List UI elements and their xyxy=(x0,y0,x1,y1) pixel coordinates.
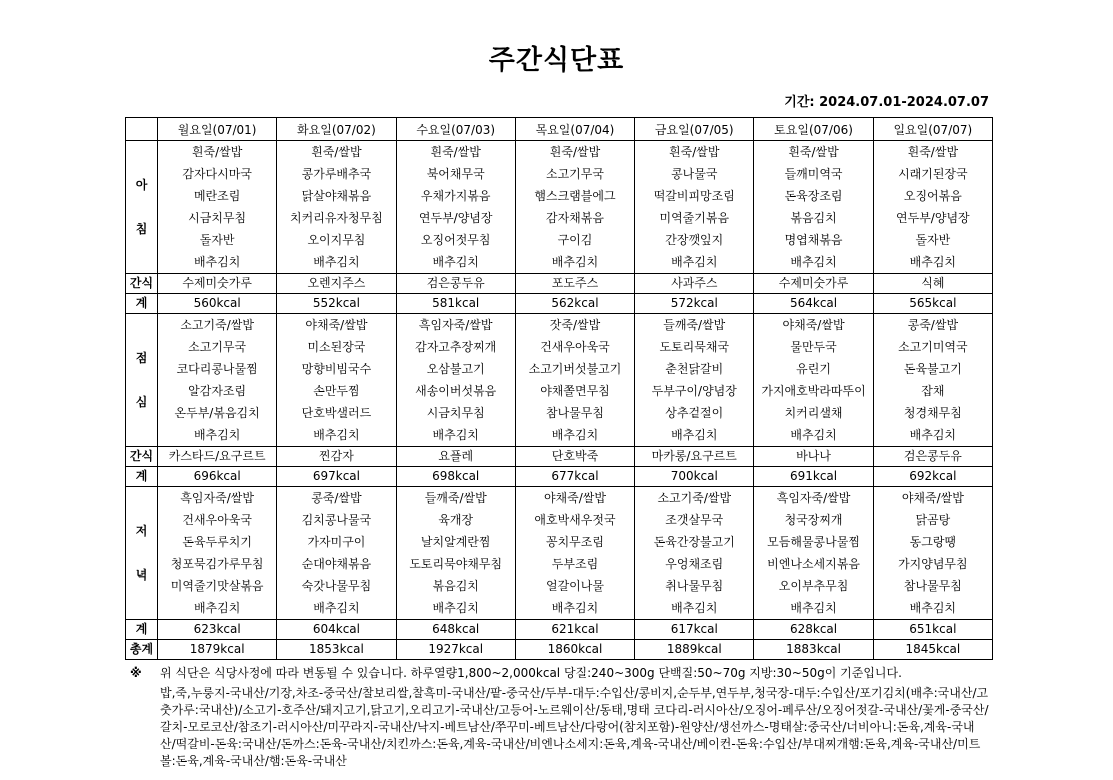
menu-item: 우엉채조림 xyxy=(665,557,724,571)
menu-item: 알감자조림 xyxy=(188,384,247,398)
menu-item: 치커리유자청무침 xyxy=(290,211,383,225)
menu-item: 야채죽/쌀밥 xyxy=(901,491,964,505)
menu-item: 배추김치 xyxy=(193,601,241,615)
menu-item: 볶음김치 xyxy=(432,579,479,593)
menu-item: 잡채 xyxy=(921,384,945,398)
menu-item: 코다리콩나물찜 xyxy=(176,362,258,376)
menu-item: 배추김치 xyxy=(551,601,599,615)
snack-item: 검은콩두유 xyxy=(396,274,515,294)
menu-item: 콩나물국 xyxy=(671,167,718,181)
snack-item: 수제미숫가루 xyxy=(754,274,873,294)
menu-item: 돈육장조림 xyxy=(784,189,843,203)
breakfast-menu-cell xyxy=(873,141,992,274)
menu-item: 배추김치 xyxy=(193,255,241,269)
page-title: 주간식단표 xyxy=(488,45,625,76)
menu-item: 들깨죽/쌀밥 xyxy=(424,491,487,505)
breakfast-menu-cell xyxy=(635,141,754,274)
snack-item: 바나나 xyxy=(754,447,873,467)
menu-item: 날치알계란찜 xyxy=(420,535,491,549)
menu-item: 들깨미역국 xyxy=(784,167,843,181)
origin-note: 밥,죽,누룽지-국내산/기장,차조-중국산/찰보리쌀,찰흑미-국내산/팥-중국산/두부-대두:수입산/콩비지,순두부,연두부,청국장-대두:수입산/포기김치(배추:국내산/고춧가루:국내산)/소고기-호주산/돼지고기,닭고기,오리고기-국내산/고등어-노르웨이산/동태,명태 코다리-러시아산/오징어-페루산/오징어젓갈-국내산/꽃게-중국산/갈치-모로코산/참조기-러시아산/미꾸라지-국내산/낙지-베트남산/쭈꾸미-베트남산/다랑어(참치포함)-원양산/생선까스-명태살:중국산/너비아니:돈육,계육-국내산/떡갈비-돈육:국내산/돈까스:돈육-국내산/치킨까스:돈육,계육-국내산/비엔나소세지:돈육,계육-국내산/베이컨-돈육:수입산/부대찌개햄:돈육,계육-국내산/미트볼:돈육,계육-국내산/햄:돈육-국내산 xyxy=(160,686,989,768)
menu-item: 동그랑땡 xyxy=(909,535,957,549)
menu-item: 배추김치 xyxy=(432,255,479,269)
lunch-items-row xyxy=(126,314,993,447)
breakfast-snack-row xyxy=(126,274,993,294)
kcal-value: 651kcal xyxy=(873,620,992,640)
weekly-menu-table xyxy=(125,117,993,660)
dinner-kcal-row xyxy=(126,620,993,640)
menu-item: 망향비빔국수 xyxy=(301,362,372,376)
kcal-value: 572kcal xyxy=(635,294,754,314)
menu-item: 배추김치 xyxy=(790,255,837,269)
menu-item: 닭곰탕 xyxy=(915,513,951,527)
menu-item: 배추김치 xyxy=(313,428,360,442)
menu-item: 오징어젓무침 xyxy=(420,233,491,247)
menu-item: 치커리샐채 xyxy=(784,406,843,420)
menu-item: 배추김치 xyxy=(671,255,718,269)
menu-item: 북어채무국 xyxy=(426,167,485,181)
menu-item: 도토리묵야채무침 xyxy=(409,557,503,571)
menu-item: 가지애호박라따뚜이 xyxy=(761,384,866,398)
menu-item: 흰죽/쌀밥 xyxy=(549,145,601,159)
menu-item: 애호박새우젓국 xyxy=(534,513,616,527)
breakfast-menu-cell xyxy=(158,141,277,274)
menu-item: 돌자반 xyxy=(199,233,235,247)
menu-item: 간장깻잎지 xyxy=(665,233,724,247)
kcal-value: 697kcal xyxy=(277,467,396,487)
grand-total-value: 1889kcal xyxy=(635,640,754,660)
menu-item: 비엔나소세지볶음 xyxy=(767,557,860,571)
menu-item: 춘천닭갈비 xyxy=(665,362,724,376)
day-header: 수요일(07/03) xyxy=(396,118,515,141)
menu-item: 떡갈비피망조림 xyxy=(653,189,735,203)
breakfast-menu-cell xyxy=(277,141,396,274)
snack-item: 마카롱/요구르트 xyxy=(635,447,754,467)
menu-item: 배추김치 xyxy=(551,428,599,442)
grand-total-value: 1860kcal xyxy=(515,640,634,660)
menu-item: 볶음김치 xyxy=(790,211,837,225)
lunch-snack-row xyxy=(126,447,993,467)
note-mark: ※ xyxy=(130,666,142,680)
menu-item: 단호박샐러드 xyxy=(301,406,372,420)
dinner-total-label: 계 xyxy=(126,620,158,640)
dinner-items-row xyxy=(126,487,993,620)
kcal-value: 677kcal xyxy=(515,467,634,487)
menu-item: 두부조림 xyxy=(551,557,599,571)
kcal-value: 560kcal xyxy=(158,294,277,314)
menu-item: 오징어볶음 xyxy=(903,189,962,203)
menu-item: 우채가지볶음 xyxy=(420,189,491,203)
menu-item: 청포묵김가루무침 xyxy=(170,557,264,571)
grand-total-value: 1879kcal xyxy=(158,640,277,660)
menu-item: 상추겉절이 xyxy=(665,406,724,420)
menu-item: 구이김 xyxy=(557,233,593,247)
menu-item: 조갯살무국 xyxy=(665,513,724,527)
grand-total-value: 1853kcal xyxy=(277,640,396,660)
menu-item: 배추김치 xyxy=(790,428,837,442)
menu-item: 배추김치 xyxy=(313,601,360,615)
kcal-value: 692kcal xyxy=(873,467,992,487)
menu-item: 꽁치무조림 xyxy=(546,535,604,549)
menu-item: 미역줄기볶음 xyxy=(659,211,730,225)
menu-item: 소고기죽/쌀밥 xyxy=(657,491,732,505)
day-header: 금요일(07/05) xyxy=(635,118,754,141)
lunch-kcal-row xyxy=(126,467,993,487)
menu-item: 닭살야채볶음 xyxy=(301,189,372,203)
menu-item: 소고기무국 xyxy=(546,167,604,181)
menu-item: 돈육간장불고기 xyxy=(653,535,735,549)
kcal-value: 552kcal xyxy=(277,294,396,314)
menu-item: 모듬해물콩나물찜 xyxy=(767,535,860,549)
dinner-menu-cell xyxy=(158,487,277,620)
breakfast-label xyxy=(126,141,158,274)
kcal-value: 700kcal xyxy=(635,467,754,487)
lunch-menu-cell xyxy=(277,314,396,447)
menu-item: 콩죽/쌀밥 xyxy=(907,318,959,332)
dinner-label-char: 녁 xyxy=(135,568,148,582)
breakfast-label-char: 침 xyxy=(135,222,148,236)
menu-item: 손만두찜 xyxy=(313,384,360,398)
snack-item: 식혜 xyxy=(873,274,992,294)
lunch-menu-cell xyxy=(158,314,277,447)
menu-item: 오이지무침 xyxy=(307,233,366,247)
menu-item: 야채쫄면무침 xyxy=(540,384,610,398)
corner-cell xyxy=(126,118,158,141)
grand-total-value: 1845kcal xyxy=(873,640,992,660)
menu-item: 흑임자죽/쌀밥 xyxy=(418,318,493,332)
menu-item: 흑임자죽/쌀밥 xyxy=(776,491,851,505)
menu-item: 콩가루배추국 xyxy=(301,167,372,181)
menu-item: 배추김치 xyxy=(551,255,599,269)
day-header: 월요일(07/01) xyxy=(158,118,277,141)
menu-item: 김치콩나물국 xyxy=(301,513,372,527)
menu-item: 건새우아욱국 xyxy=(182,513,252,527)
menu-item: 흰죽/쌀밥 xyxy=(311,145,362,159)
snack-item: 검은콩두유 xyxy=(873,447,992,467)
menu-item: 도토리묵채국 xyxy=(659,340,730,354)
day-header: 토요일(07/06) xyxy=(754,118,873,141)
menu-item: 배추김치 xyxy=(193,428,241,442)
breakfast-kcal-row xyxy=(126,294,993,314)
snack-item: 오렌지주스 xyxy=(277,274,396,294)
lunch-menu-cell xyxy=(873,314,992,447)
menu-item: 연두부/양념장 xyxy=(896,211,970,225)
grand-total-row xyxy=(126,640,993,660)
nutrition-note: 위 식단은 식당사정에 따라 변동될 수 있습니다. 하루열량1,800~2,000kcal 당질:240~300g 단백질:50~70g 지방:30~50g이 기준입니다. xyxy=(160,666,902,680)
dinner-menu-cell xyxy=(754,487,873,620)
menu-item: 돈육두루치기 xyxy=(182,535,252,549)
kcal-value: 621kcal xyxy=(515,620,634,640)
menu-item: 야채죽/쌀밥 xyxy=(782,318,845,332)
menu-period: 기간: 2024.07.01-2024.07.07 xyxy=(784,95,989,110)
menu-item: 시래기된장국 xyxy=(898,167,968,181)
snack-item: 단호박죽 xyxy=(515,447,634,467)
menu-item: 가자미구이 xyxy=(307,535,366,549)
breakfast-menu-cell xyxy=(396,141,515,274)
menu-item: 흰죽/쌀밥 xyxy=(669,145,720,159)
menu-item: 오삼불고기 xyxy=(426,362,485,376)
menu-item: 청국장찌개 xyxy=(784,513,843,527)
snack-item: 카스타드/요구르트 xyxy=(158,447,277,467)
day-header: 목요일(07/04) xyxy=(515,118,634,141)
menu-item: 콩죽/쌀밥 xyxy=(311,491,362,505)
menu-item: 유린기 xyxy=(796,362,831,376)
menu-item: 감자다시마국 xyxy=(182,167,252,181)
kcal-value: 581kcal xyxy=(396,294,515,314)
menu-item: 메란조림 xyxy=(193,189,241,203)
menu-item: 흰죽/쌀밥 xyxy=(788,145,839,159)
menu-item: 흑임자죽/쌀밥 xyxy=(180,491,254,505)
menu-item: 감자채볶음 xyxy=(546,211,604,225)
menu-item: 육개장 xyxy=(438,513,474,527)
lunch-menu-cell xyxy=(515,314,634,447)
lunch-label-char: 점 xyxy=(135,351,148,365)
menu-item: 잣죽/쌀밥 xyxy=(549,318,601,332)
lunch-menu-cell xyxy=(396,314,515,447)
day-header: 화요일(07/02) xyxy=(277,118,396,141)
menu-item: 시금치무침 xyxy=(188,211,247,225)
day-header-row xyxy=(126,118,993,141)
dinner-menu-cell xyxy=(396,487,515,620)
grand-total-label: 총계 xyxy=(126,640,158,660)
menu-item: 배추김치 xyxy=(313,255,360,269)
grand-total-value: 1883kcal xyxy=(754,640,873,660)
breakfast-label-char: 아 xyxy=(135,178,148,192)
menu-item: 야채죽/쌀밥 xyxy=(543,491,606,505)
breakfast-total-label: 계 xyxy=(126,294,158,314)
kcal-value: 691kcal xyxy=(754,467,873,487)
menu-item: 햄스크램블에그 xyxy=(534,189,616,203)
menu-item: 흰죽/쌀밥 xyxy=(430,145,481,159)
kcal-value: 564kcal xyxy=(754,294,873,314)
menu-item: 온두부/볶음김치 xyxy=(174,406,260,420)
menu-item: 명엽채볶음 xyxy=(784,233,843,247)
menu-item: 배추김치 xyxy=(909,255,957,269)
menu-item: 감자고추장찌개 xyxy=(415,340,497,354)
menu-item: 배추김치 xyxy=(671,601,718,615)
menu-item: 배추김치 xyxy=(909,601,957,615)
menu-item: 배추김치 xyxy=(671,428,718,442)
kcal-value: 617kcal xyxy=(635,620,754,640)
menu-item: 오이부추무침 xyxy=(778,579,849,593)
lunch-label xyxy=(126,314,158,447)
menu-item: 소고기버섯불고기 xyxy=(528,362,622,376)
breakfast-menu-cell xyxy=(754,141,873,274)
dinner-label-char: 저 xyxy=(135,524,148,538)
menu-item: 소고기죽/쌀밥 xyxy=(180,318,254,332)
menu-item: 흰죽/쌀밥 xyxy=(191,145,243,159)
snack-item: 수제미숫가루 xyxy=(158,274,277,294)
menu-item: 연두부/양념장 xyxy=(418,211,493,225)
menu-item: 두부구이/양념장 xyxy=(651,384,737,398)
menu-item: 야채죽/쌀밥 xyxy=(305,318,368,332)
lunch-menu-cell xyxy=(754,314,873,447)
menu-item: 소고기무국 xyxy=(188,340,247,354)
menu-item: 건새우아욱국 xyxy=(540,340,610,354)
day-header: 일요일(07/07) xyxy=(873,118,992,141)
menu-item: 돈육불고기 xyxy=(903,362,962,376)
dinner-label xyxy=(126,487,158,620)
menu-item: 미소된장국 xyxy=(307,340,366,354)
menu-item: 배추김치 xyxy=(909,428,957,442)
snack-item: 찐감자 xyxy=(277,447,396,467)
dinner-menu-cell xyxy=(277,487,396,620)
menu-notes xyxy=(130,662,990,770)
kcal-value: 623kcal xyxy=(158,620,277,640)
grand-total-value: 1927kcal xyxy=(396,640,515,660)
breakfast-menu-cell xyxy=(515,141,634,274)
lunch-snack-label: 간식 xyxy=(126,447,158,467)
dinner-menu-cell xyxy=(635,487,754,620)
kcal-value: 562kcal xyxy=(515,294,634,314)
menu-item: 청경채무침 xyxy=(903,406,962,420)
menu-item: 순대야채볶음 xyxy=(301,557,372,571)
menu-item: 가지양념무침 xyxy=(898,557,968,571)
dinner-menu-cell xyxy=(515,487,634,620)
menu-item: 흰죽/쌀밥 xyxy=(907,145,959,159)
menu-item: 참나물무침 xyxy=(546,406,604,420)
menu-item: 배추김치 xyxy=(432,428,479,442)
menu-item: 새송이버섯볶음 xyxy=(415,384,497,398)
kcal-value: 628kcal xyxy=(754,620,873,640)
menu-item: 시금치무침 xyxy=(426,406,485,420)
kcal-value: 604kcal xyxy=(277,620,396,640)
kcal-value: 698kcal xyxy=(396,467,515,487)
menu-item: 물만두국 xyxy=(790,340,837,354)
dinner-menu-cell xyxy=(873,487,992,620)
snack-item: 사과주스 xyxy=(635,274,754,294)
menu-item: 돌자반 xyxy=(915,233,951,247)
lunch-label-char: 심 xyxy=(135,395,148,409)
menu-item: 취나물무침 xyxy=(665,579,724,593)
snack-item: 요플레 xyxy=(396,447,515,467)
menu-item: 참나물무침 xyxy=(903,579,962,593)
menu-item: 배추김치 xyxy=(432,601,479,615)
menu-item: 얼갈이나물 xyxy=(546,579,604,593)
menu-item: 들깨죽/쌀밥 xyxy=(663,318,726,332)
kcal-value: 696kcal xyxy=(158,467,277,487)
breakfast-items-row xyxy=(126,141,993,274)
kcal-value: 565kcal xyxy=(873,294,992,314)
lunch-menu-cell xyxy=(635,314,754,447)
breakfast-snack-label: 간식 xyxy=(126,274,158,294)
menu-item: 숙갓나물무침 xyxy=(301,579,372,593)
menu-item: 미역줄기맛살볶음 xyxy=(170,579,264,593)
lunch-total-label: 계 xyxy=(126,467,158,487)
menu-item: 배추김치 xyxy=(790,601,837,615)
snack-item: 포도주스 xyxy=(515,274,634,294)
kcal-value: 648kcal xyxy=(396,620,515,640)
menu-item: 소고기미역국 xyxy=(898,340,968,354)
